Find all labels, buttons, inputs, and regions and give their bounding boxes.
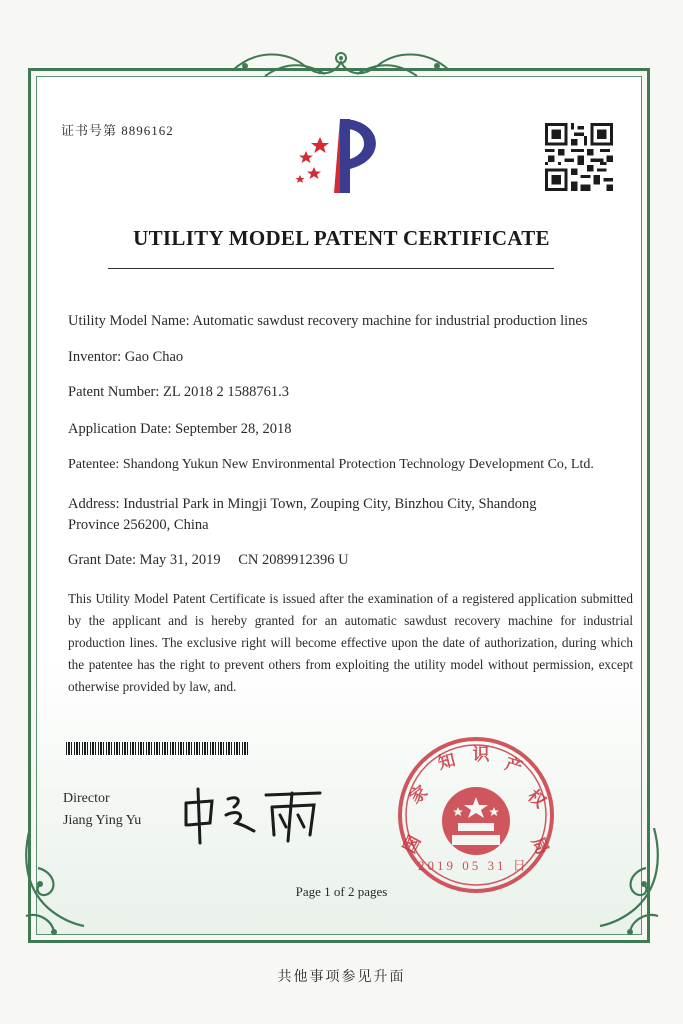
- field-label: Address:: [68, 496, 120, 512]
- field-patentee: [68, 457, 594, 473]
- field-label: Grant Date:: [68, 552, 137, 568]
- seal-char: 知: [436, 750, 458, 774]
- barcode-icon: [66, 742, 248, 755]
- seal-char: 家: [406, 781, 432, 809]
- certificate-body-text: This Utility Model Patent Certificate is issued after the examination of a registered application submitted by the applicant and is hereby granted for an automatic sawdust recovery machine for industrial production lines. The exclusive right will become effective upon the date of authorization, during which the patentee has the right to prevent others from exploiting the utility model without permission, except otherwise provided by law, and.: [68, 591, 633, 694]
- certificate-number: [61, 120, 174, 139]
- field-label: Patent Number:: [68, 384, 160, 400]
- seal-char: 国: [399, 832, 426, 857]
- field-inventor: [68, 349, 183, 366]
- qr-code-icon: [545, 123, 613, 191]
- page-indicator: Page 1 of 2 pages: [295, 884, 388, 899]
- bottom-right-ornament-icon: [596, 828, 666, 938]
- top-ornament-icon: [225, 48, 457, 84]
- field-value: ZL 2018 2 1588761.3: [163, 384, 289, 400]
- seal-char: 识: [472, 745, 490, 765]
- field-value: September 28, 2018: [175, 421, 292, 437]
- field-label: Application Date:: [68, 421, 172, 437]
- seal-date: 2019 05 31 日: [418, 858, 529, 873]
- field-utility-model-name: [68, 313, 587, 330]
- field-value: Shandong Yukun New Environmental Protection Technology Development Co, Ltd.: [122, 457, 594, 472]
- director-block: [63, 788, 141, 832]
- certificate-number-label: 证书号第: [61, 123, 118, 138]
- field-patent-number: [68, 384, 289, 401]
- field-value: May 31, 2019: [139, 552, 221, 568]
- field-grant-date: [68, 552, 349, 569]
- field-label: Inventor:: [68, 349, 122, 365]
- field-application-date: [68, 421, 292, 438]
- field-value: Gao Chao: [124, 349, 184, 365]
- field-value-line2: Province 256200, China: [68, 517, 209, 533]
- publication-number: CN 2089912396 U: [238, 552, 349, 568]
- field-label: Patentee:: [68, 457, 120, 472]
- seal-char: 局: [526, 834, 553, 858]
- field-label: Utility Model Name:: [68, 313, 190, 329]
- certificate-title: UTILITY MODEL PATENT CERTIFICATE: [133, 226, 550, 250]
- cnipa-logo-icon: [284, 115, 396, 197]
- field-value: Industrial Park in Mingji Town, Zouping City, Binzhou City, Shandong: [123, 496, 537, 512]
- field-address: [68, 494, 537, 536]
- director-name: Jiang Ying Yu: [63, 813, 142, 828]
- footer-note: 共他事项参见升面: [277, 970, 406, 985]
- certificate-number-value: 8896162: [121, 123, 174, 138]
- bottom-left-ornament-icon: [18, 828, 88, 938]
- field-value: Automatic sawdust recovery machine for industrial production lines: [192, 313, 588, 329]
- title-divider: [108, 268, 554, 269]
- director-signature-icon: [180, 785, 330, 847]
- seal-char: 产: [502, 754, 525, 779]
- seal-char: 权: [523, 786, 550, 813]
- director-title: Director: [63, 791, 110, 806]
